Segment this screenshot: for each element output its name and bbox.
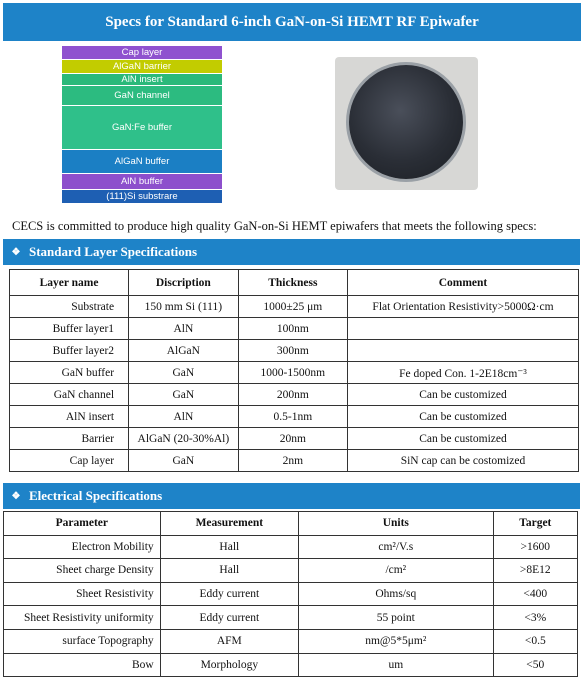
table-cell: Buffer layer1 (10, 318, 129, 340)
table-cell: >8E12 (493, 559, 577, 583)
table-cell: GaN (129, 362, 239, 384)
layer-band: AlGaN barrier (62, 60, 222, 74)
table-cell: 150 mm Si (111) (129, 296, 239, 318)
table-cell: <50 (493, 653, 577, 677)
table-header-row (4, 512, 578, 536)
table-cell: surface Topography (4, 629, 161, 653)
diamond-bullet-icon: ❖ (11, 246, 21, 258)
layer-band: GaN:Fe buffer (62, 106, 222, 150)
table-cell (347, 318, 578, 340)
table-row (4, 582, 578, 606)
table-row (4, 559, 578, 583)
table-cell: Can be customized (347, 384, 578, 406)
table-cell: Substrate (10, 296, 129, 318)
section-title: Electrical Specifications (29, 488, 163, 503)
column-header: Discription (129, 270, 239, 296)
table-cell: Can be customized (347, 406, 578, 428)
table-cell: Sheet Resistivity (4, 582, 161, 606)
column-header: Layer name (10, 270, 129, 296)
table-cell: Sheet charge Density (4, 559, 161, 583)
table-cell: cm²/V.s (298, 535, 493, 559)
diamond-bullet-icon: ❖ (11, 490, 21, 502)
table-cell: Ohms/sq (298, 582, 493, 606)
table-cell: Cap layer (10, 450, 129, 472)
table-cell: um (298, 653, 493, 677)
table-cell (347, 340, 578, 362)
table-cell: <400 (493, 582, 577, 606)
column-header: Measurement (160, 512, 298, 536)
table-cell: Electron Mobility (4, 535, 161, 559)
wafer-photo (335, 57, 478, 190)
table-cell: Hall (160, 559, 298, 583)
layer-band: (111)Si substrare (62, 190, 222, 204)
column-header: Comment (347, 270, 578, 296)
table-row (4, 535, 578, 559)
layer-band: GaN channel (62, 86, 222, 106)
table-cell: 100nm (238, 318, 347, 340)
table-row (10, 450, 579, 472)
table-cell: 20nm (238, 428, 347, 450)
table-cell: 300nm (238, 340, 347, 362)
table-cell: Can be customized (347, 428, 578, 450)
table-row (10, 428, 579, 450)
table-cell: 55 point (298, 606, 493, 630)
table-cell: /cm² (298, 559, 493, 583)
section-header-layers (3, 239, 580, 265)
table-cell: GaN channel (10, 384, 129, 406)
table-cell: GaN (129, 450, 239, 472)
table-cell: SiN cap can be costomized (347, 450, 578, 472)
table-cell: Sheet Resistivity uniformity (4, 606, 161, 630)
table-cell: AlN (129, 406, 239, 428)
table-cell: 1000-1500nm (238, 362, 347, 384)
column-header: Target (493, 512, 577, 536)
layer-band: Cap layer (62, 46, 222, 60)
table-cell: <0.5 (493, 629, 577, 653)
layer-band: AlGaN buffer (62, 150, 222, 174)
table-cell: Flat Orientation Resistivity>5000Ω·cm (347, 296, 578, 318)
table-row (10, 362, 579, 384)
table-cell: 1000±25 μm (238, 296, 347, 318)
table-cell: nm@5*5μm² (298, 629, 493, 653)
table-row (10, 318, 579, 340)
table-cell: Eddy current (160, 606, 298, 630)
table-header-row (10, 270, 579, 296)
column-header: Units (298, 512, 493, 536)
table-cell: Morphology (160, 653, 298, 677)
section-header-electrical (3, 483, 580, 509)
table-row (4, 629, 578, 653)
table-cell: Buffer layer2 (10, 340, 129, 362)
table-cell: AlGaN (20-30%Al) (129, 428, 239, 450)
wafer-image (349, 65, 463, 179)
table-cell: Hall (160, 535, 298, 559)
electrical-spec-table (3, 511, 578, 677)
column-header: Thickness (238, 270, 347, 296)
table-cell: Bow (4, 653, 161, 677)
table-row (10, 406, 579, 428)
layer-band: AlN insert (62, 74, 222, 86)
column-header: Parameter (4, 512, 161, 536)
table-cell: 200nm (238, 384, 347, 406)
table-cell: AlN (129, 318, 239, 340)
table-cell: GaN buffer (10, 362, 129, 384)
intro-text: CECS is committed to produce high quality GaN-on-Si HEMT epiwafers that meets the following specs: (12, 219, 537, 233)
table-cell: AlGaN (129, 340, 239, 362)
table-cell: >1600 (493, 535, 577, 559)
table-cell: AlN insert (10, 406, 129, 428)
table-cell: AFM (160, 629, 298, 653)
table-row (4, 653, 578, 677)
section-title: Standard Layer Specifications (29, 244, 198, 259)
page-title: Specs for Standard 6-inch GaN-on-Si HEMT RF Epiwafer (3, 3, 581, 41)
table-cell: <3% (493, 606, 577, 630)
table-cell: Fe doped Con. 1-2E18cm⁻³ (347, 362, 578, 384)
table-cell: GaN (129, 384, 239, 406)
layer-band: AlN buffer (62, 174, 222, 190)
table-row (10, 340, 579, 362)
layer-spec-table (9, 269, 579, 472)
table-row (10, 296, 579, 318)
table-row (10, 384, 579, 406)
table-row (4, 606, 578, 630)
table-cell: Eddy current (160, 582, 298, 606)
table-cell: Barrier (10, 428, 129, 450)
layer-stack-diagram (62, 46, 222, 204)
table-cell: 0.5-1nm (238, 406, 347, 428)
table-cell: 2nm (238, 450, 347, 472)
